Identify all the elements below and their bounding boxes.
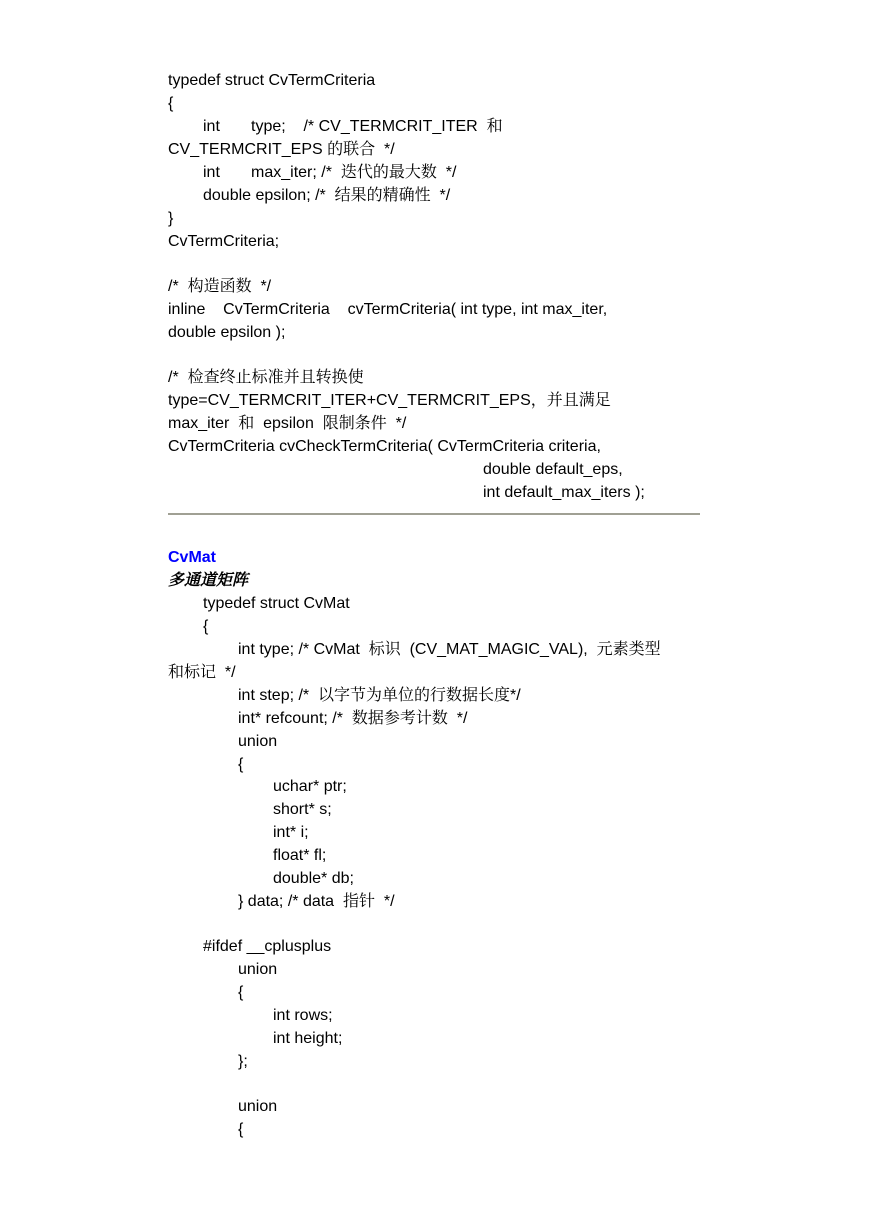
code-line: float* fl; bbox=[273, 847, 327, 864]
code-line: 和标记 */ bbox=[168, 664, 236, 681]
code-line: { bbox=[238, 756, 244, 773]
code-line: int* refcount; /* 数据参考计数 */ bbox=[238, 710, 468, 727]
code-line: int rows; bbox=[273, 1007, 333, 1024]
code-line: { bbox=[203, 618, 209, 635]
code-line: union bbox=[238, 733, 278, 750]
code-line: inline CvTermCriteria cvTermCriteria( int type, int max_iter, bbox=[168, 301, 608, 318]
code-line: typedef struct CvMat bbox=[203, 595, 350, 612]
section-heading: CvMat bbox=[168, 549, 217, 566]
code-line: uchar* ptr; bbox=[273, 778, 347, 795]
code-comment: /* 检查终止标准并且转换使 bbox=[168, 369, 364, 386]
code-line: double* db; bbox=[273, 870, 354, 887]
code-comment: type=CV_TERMCRIT_ITER+CV_TERMCRIT_EPS，并且满足 bbox=[168, 392, 611, 409]
code-line: int default_max_iters ); bbox=[483, 484, 645, 501]
code-line: { bbox=[168, 95, 174, 112]
code-line: { bbox=[238, 984, 244, 1001]
code-line: }; bbox=[238, 1053, 248, 1070]
code-line: int* i; bbox=[273, 824, 309, 841]
code-line: CV_TERMCRIT_EPS 的联合 */ bbox=[168, 141, 395, 158]
code-line: short* s; bbox=[273, 801, 332, 818]
code-line: { bbox=[238, 1121, 244, 1138]
code-line: union bbox=[238, 1098, 278, 1115]
horizontal-divider bbox=[168, 513, 700, 515]
code-line: } bbox=[168, 210, 174, 227]
code-comment: max_iter 和 epsilon 限制条件 */ bbox=[168, 415, 407, 432]
code-line: CvTermCriteria; bbox=[168, 233, 280, 250]
code-line: CvTermCriteria cvCheckTermCriteria( CvTermCriteria criteria, bbox=[168, 438, 601, 455]
code-line: int max_iter; /* 迭代的最大数 */ bbox=[203, 164, 457, 181]
section-subtitle: 多通道矩阵 bbox=[168, 572, 249, 589]
code-line: int type; /* CV_TERMCRIT_ITER 和 bbox=[203, 118, 503, 135]
code-line: int height; bbox=[273, 1030, 343, 1047]
code-line: union bbox=[238, 961, 278, 978]
code-line: #ifdef __cplusplus bbox=[203, 938, 332, 955]
code-line: int step; /* 以字节为单位的行数据长度*/ bbox=[238, 687, 521, 704]
code-line: double epsilon ); bbox=[168, 324, 286, 341]
code-comment: /* 构造函数 */ bbox=[168, 278, 272, 295]
code-line: double default_eps, bbox=[483, 461, 623, 478]
code-line: int type; /* CvMat 标识 (CV_MAT_MAGIC_VAL), 元素类型 bbox=[238, 641, 661, 658]
code-line: typedef struct CvTermCriteria bbox=[168, 72, 376, 89]
code-line: } data; /* data 指针 */ bbox=[238, 893, 395, 910]
code-line: double epsilon; /* 结果的精确性 */ bbox=[203, 187, 451, 204]
